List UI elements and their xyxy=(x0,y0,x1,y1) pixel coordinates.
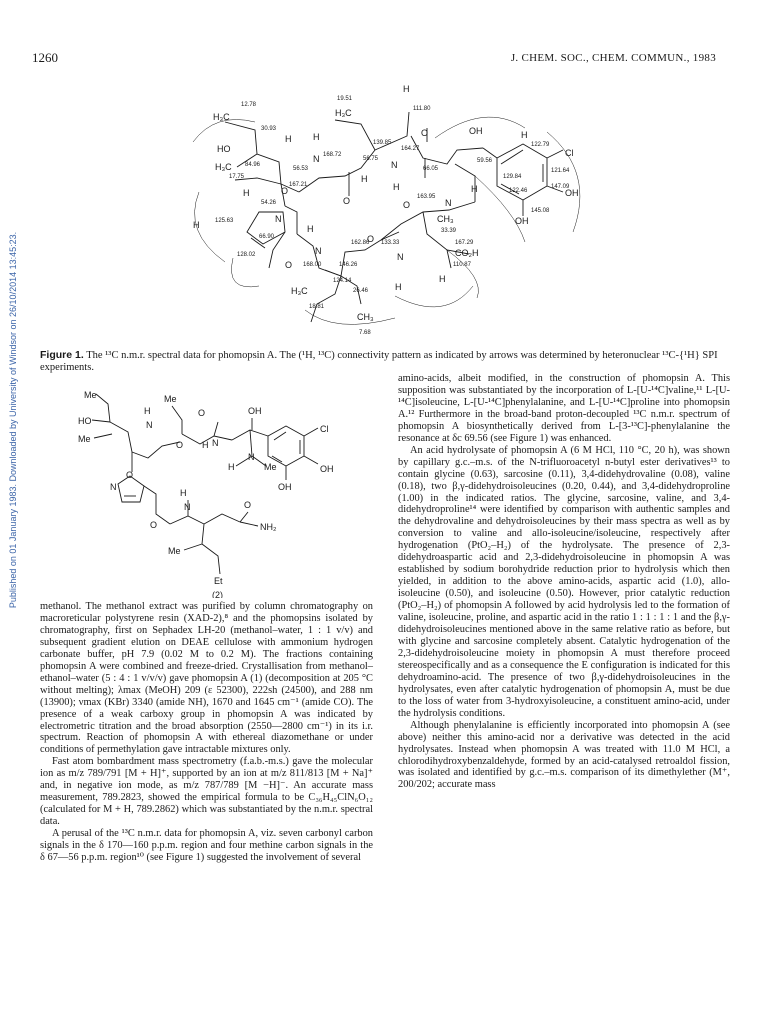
fig2-o1: O xyxy=(176,440,184,450)
fig2-me1: Me xyxy=(84,390,97,400)
fig2-oh2: OH xyxy=(320,464,334,474)
fig1-h3c-left2: H₃C xyxy=(215,162,232,172)
fig1-h10: H xyxy=(307,224,314,234)
fig1-ch3-bottom: CH₃ xyxy=(357,312,374,322)
fig1-h6: H xyxy=(471,184,478,194)
shift-8: 168.72 xyxy=(323,152,342,158)
fig1-o-e: O xyxy=(285,260,293,270)
shift-13: 59.56 xyxy=(477,158,493,164)
fig1-n-a: N xyxy=(313,154,320,164)
right-paragraph-1: amino-acids, albeit modified, in the construction of phomopsin A. This supposition was substantiated by the incorporation of L-[U-¹⁴C]valine,¹¹ L-[U-¹⁴C]isoleucine, L-[U-¹⁴C]phenylalanine, and L-[U-¹⁴C]proline into phomopsin A.¹² Furthermore in the broad-band proton-decoupled ¹³C n.m.r. spectrum of phomopsin A biosynthetically derived from L-[3-¹³C]-phenylalanine the resonance at δc 69.56 (see Figure 1) was enhanced. xyxy=(398,373,730,444)
figure-1-caption-label: Figure 1. xyxy=(40,349,84,361)
shift-11: 164.27 xyxy=(401,146,420,152)
left-paragraph-2: Fast atom bombardment mass spectrometry (f.a.b.-m.s.) gave the molecular ion as m/z 789/791 [M + H]⁺, supported by an ion at m/z 811/813 [M + Na]⁺ and, in negative ion mode, as m/z 787/789 [M −H]⁻. An accurate mass measurement, 789.2823, showed the empirical formula to be C₃₆H₄₅ClN₆O₁₂ (calculated for M + H, 789.2862) which was substantiated by the n.m.r. spectral data. xyxy=(40,756,373,828)
fig1-h8: H xyxy=(243,188,250,198)
right-paragraph-3: Although phenylalanine is efficiently incorporated into phomopsin A (see above) neither this amino-acid nor a derivative was detected in the acid hydrolysates. Instead when phomopsin A was treated with 11.0 M HCl, a chlorodihydroxybenzaldehyde, formed by an acid-catalysed retroaldol fission, was isolated and identified by g.c.–m.s. comparison of its dimethylether (M⁺, 200/202; accurate mass xyxy=(398,719,730,791)
fig1-oh-bottom: OH xyxy=(515,216,529,226)
shift-10: 56.75 xyxy=(363,156,379,162)
shift-1: 12.78 xyxy=(241,102,257,108)
shift-3: 84.96 xyxy=(245,162,261,168)
fig1-oh-right: OH xyxy=(565,188,579,198)
fig1-oh-top: OH xyxy=(469,126,483,136)
figure-1-caption-text: The ¹³C n.m.r. spectral data for phomopsin A. The (¹H, ¹³C) connectivity pattern as indicated by arrows was determined by heteronuclear ¹³C-{¹H} SPI experiments. xyxy=(40,350,718,373)
fig1-h3c-left1: H₃C xyxy=(213,112,230,122)
fig2-h2: H xyxy=(202,440,209,450)
fig1-h9: H xyxy=(193,220,200,230)
download-notice-text[interactable]: Published on 01 January 1983. Downloaded by University of Windsor on 26/10/2014 13:45:23. xyxy=(8,231,18,609)
shift-22: 167.21 xyxy=(289,182,308,188)
fig2-h4: H xyxy=(180,488,187,498)
fig1-h3c-top: H₃C xyxy=(335,108,352,118)
fig2-me3: Me xyxy=(78,434,91,444)
shift-29: 133.33 xyxy=(381,240,400,246)
fig1-h4: H xyxy=(393,182,400,192)
fig2-n3: N xyxy=(248,452,255,462)
fig2-o3: O xyxy=(126,470,134,480)
fig1-n-c: N xyxy=(445,198,452,208)
fig1-co2h: CO₂H xyxy=(455,248,479,258)
fig2-me2: Me xyxy=(164,394,177,404)
shift-18: 147.09 xyxy=(551,184,570,190)
fig2-o2: O xyxy=(198,408,206,418)
shift-26: 128.02 xyxy=(237,252,256,258)
shift-21: 33.39 xyxy=(441,228,457,234)
figure-2-structure xyxy=(52,386,372,598)
shift-30: 146.26 xyxy=(339,262,358,268)
shift-19: 145.08 xyxy=(531,208,550,214)
fig2-compound-label: (2) xyxy=(212,590,223,598)
fig1-h5: H xyxy=(521,130,528,140)
shift-7: 139.85 xyxy=(373,140,392,146)
fig2-n4: N xyxy=(110,482,117,492)
fig1-h11: H xyxy=(439,274,446,284)
fig2-n2: N xyxy=(212,438,219,448)
page-number: 1260 xyxy=(32,50,58,65)
figure-2-svg xyxy=(52,386,372,598)
shift-23: 54.26 xyxy=(261,200,277,206)
shift-35: 167.29 xyxy=(455,240,474,246)
shift-27: 168.00 xyxy=(303,262,322,268)
figure-1-structure xyxy=(185,72,595,344)
shift-5: 19.51 xyxy=(337,96,353,102)
shift-16: 129.84 xyxy=(503,174,522,180)
fig1-n-d: N xyxy=(397,252,404,262)
fig2-o5: O xyxy=(244,500,252,510)
shift-9: 56.53 xyxy=(293,166,309,172)
shift-25: 66.90 xyxy=(259,234,275,240)
fig1-h3c-bottom: H₃C xyxy=(291,286,308,296)
shift-2: 30.93 xyxy=(261,126,277,132)
shift-12: 66.05 xyxy=(423,166,439,172)
fig1-h7: H xyxy=(395,282,402,292)
figure-1-caption xyxy=(40,349,730,374)
fig1-ho: HO xyxy=(217,144,231,154)
fig2-oh1: OH xyxy=(248,406,262,416)
fig2-n1: N xyxy=(146,420,153,430)
fig1-o-f: O xyxy=(281,186,289,196)
shift-6: 111.80 xyxy=(413,106,431,112)
shift-17: 122.46 xyxy=(509,188,528,194)
shift-20: 163.95 xyxy=(417,194,436,200)
shift-32: 26.46 xyxy=(353,288,369,294)
fig2-h1: H xyxy=(144,406,151,416)
fig1-ch3-n: CH₃ xyxy=(437,214,454,224)
journal-header: J. CHEM. SOC., CHEM. COMMUN., 1983 xyxy=(510,52,716,64)
fig1-n-b: N xyxy=(391,160,398,170)
shift-24: 125.63 xyxy=(215,218,234,224)
shift-28: 162.86 xyxy=(351,240,370,246)
fig1-h3: H xyxy=(361,174,368,184)
left-column xyxy=(40,601,373,864)
fig2-nh2: NH₂ xyxy=(260,522,277,532)
fig1-o-b: O xyxy=(421,128,429,138)
fig2-me4: Me xyxy=(264,462,277,472)
right-paragraph-2: An acid hydrolysate of phomopsin A (6 M HCl, 110 °C, 20 h), was shown by capillary g.c.–m.s. of the N-trifluoroacetyl n-butyl ester derivatives¹³ to contain glycine (0.63), sarcosine (0.11), 3,4-didehydrovaline (0.08), valine (0.18), two β,γ-didehydroisoleucines (0.20, 0.44), and 3,4-didehydroproline (1.00) in the indicated ratios. The glycine, sarcosine, valine, and 3,4-didehydroproline¹⁴ were identified by comparison with authentic samples and the dehydrovaline and dehydroisoleucines by their mass spectra as well as by conversion to valine and allo-isoleucine/isoleucine, respectively after hydrogenation (PtO₂–H₂) of the hydrolysate. The presence of 2,3-didehydroaspartic acid and 2,3-didehydroisoleucine in phomopsin A was established by sodium borohydride reduction prior to hydrolysis which then yielded, in addition to the above amino-acids, aspartic acid (1.0), allo-isoleucine (0.50), and isoleucine (0.50). However, prior catalytic reduction (PtO₂–H₂) of phomopsin A followed by acid hydrolysis led to the formation of valine, isoleucine, proline, and aspartic acid in the ratio 1 : 1 : 1 : 1 and the β,γ-didehydroisoleucines mentioned above in the same relative ratio as before, but with glycine and sarcosine completely absent. Catalytic hydrogenation of the 2,3-didehydroisoleucine moiety in phomopsin A must therefore proceed stereospecifically and as a consequence the E configuration is indicated for this dehydroamino-acid. The presence of two β,γ-didehydroisoleucines in the hydrolysates, even after catalytic hydrogenation of phomopsin A, must be due to the loss of water from 3-hydroxyisoleucine, a constituent amino-acid, under the hydrolysis conditions. xyxy=(398,444,730,719)
fig1-n-f: N xyxy=(275,214,282,224)
fig1-o-a: O xyxy=(343,196,351,206)
fig2-cl: Cl xyxy=(320,424,329,434)
fig2-o4: O xyxy=(150,520,158,530)
shift-4: 17.75 xyxy=(229,174,245,180)
fig1-o-d: O xyxy=(367,234,375,244)
fig1-n-e: N xyxy=(315,246,322,256)
shift-31: 124.14 xyxy=(333,278,352,284)
shift-15: 121.64 xyxy=(551,168,570,174)
figure-1-svg xyxy=(185,72,595,344)
shift-34: 7.68 xyxy=(359,330,371,336)
left-paragraph-1: methanol. The methanol extract was purified by column chromatography on macroreticular polystyrene resin (XAD-2),⁸ and the phomopsins isolated by chromatography, first on Sephadex LH-20 (methanol–water, 1 : 1 v/v) and subsequent gradient elution on DEAE cellulose with ammonium hydrogen carbonate buffer, pH 7.9 (0.02 M to 0.2 M). The fractions containing phomopsin A were combined and freeze-dried. Crystallisation from methanol–ethanol–water (5 : 4 : 1 v/v/v) gave phomopsin A (1) (decomposition at 205 °C without melting); λmax (MeOH) 209 (ε 52300), 222sh (24500), and 288 nm (13900); νmax (KBr) 3340 (amide NH), 1670 and 1645 cm⁻¹ (amide CO). The presence of a weak carboxy group in phomopsin A was indicated by electrometric titration and the broad absorption (2550—2800 cm⁻¹) in its i.r. spectrum. Reaction of phomopsin A with ethereal diazomethane or under conditions of permethylation gave intractable mixtures only. xyxy=(40,601,373,756)
shift-14: 122.79 xyxy=(531,142,550,148)
fig1-h-top: H xyxy=(403,84,410,94)
shift-33: 18.81 xyxy=(309,304,325,310)
fig1-o-c: O xyxy=(403,200,411,210)
fig2-et: Et xyxy=(214,576,223,586)
fig1-h2: H xyxy=(285,134,292,144)
fig2-ho: HO xyxy=(78,416,92,426)
download-notice[interactable] xyxy=(6,200,20,640)
fig2-h3: H xyxy=(228,462,235,472)
fig2-n5: N xyxy=(184,502,191,512)
fig1-cl: Cl xyxy=(565,148,574,158)
left-paragraph-3: A perusal of the ¹³C n.m.r. data for phomopsin A, viz. seven carbonyl carbon signals in the δ 170—160 p.p.m. region and four methine carbon signals in the δ 67—56 p.p.m. region¹⁰ (see Figure 1) suggested the involvement of several xyxy=(40,828,373,864)
fig2-oh3: OH xyxy=(278,482,292,492)
shift-36: 110.87 xyxy=(453,262,471,268)
fig2-me5: Me xyxy=(168,546,181,556)
fig1-h1: H xyxy=(313,132,320,142)
right-column xyxy=(398,373,730,791)
